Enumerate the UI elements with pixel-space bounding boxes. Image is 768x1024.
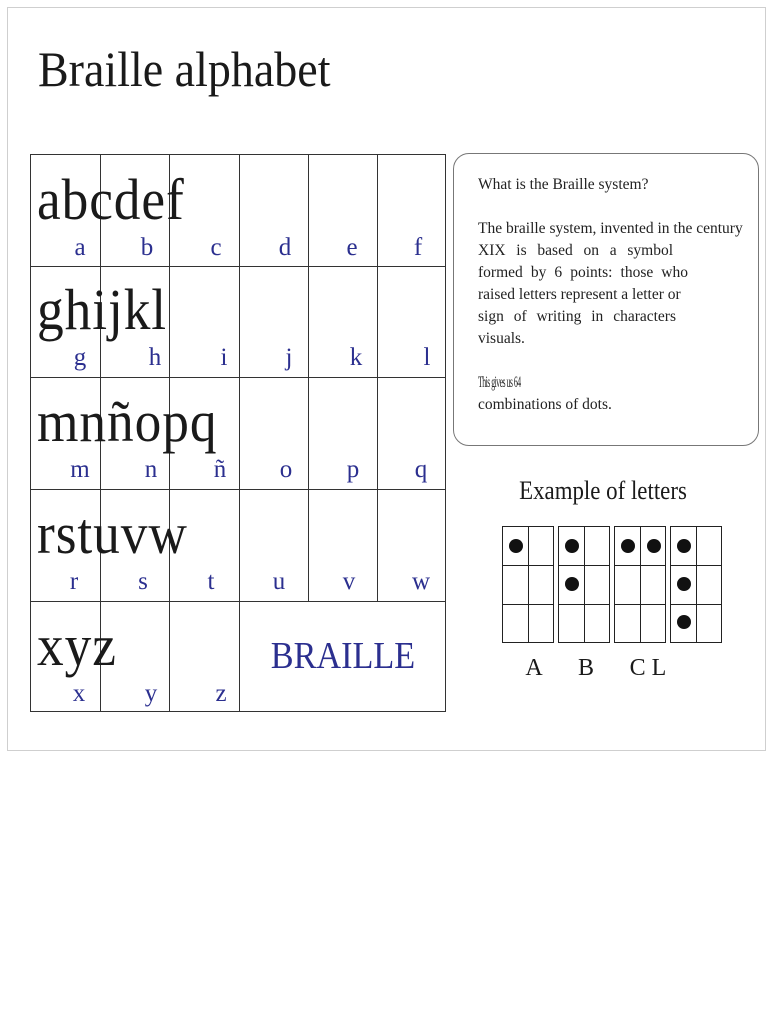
cell-label: k [349, 344, 363, 371]
page-title: Braille alphabet [38, 41, 331, 97]
cell-label: o [279, 456, 293, 483]
caption-cl: C L [629, 655, 667, 681]
cell-label: e [346, 234, 358, 261]
row-letters-xyz: xyz [37, 613, 117, 678]
grid-divider [31, 377, 445, 378]
cell-label: z [215, 680, 227, 707]
cell-label: d [278, 234, 292, 261]
info-line: raised letters represent a letter or [478, 286, 681, 303]
braille-dot [509, 539, 523, 553]
row-letters-rstuvw: rstuvw [37, 501, 188, 566]
cell-label: n [144, 456, 158, 483]
cell-label: r [69, 568, 79, 595]
cell-label: x [72, 680, 86, 707]
grid-divider [31, 601, 445, 602]
cell-label: h [148, 344, 162, 371]
info-question: What is the Braille system? [478, 176, 649, 193]
info-line: The braille system, invented in the century [478, 220, 743, 237]
cell-label: i [220, 344, 228, 371]
caption-b: B [577, 655, 594, 681]
grid-divider [308, 155, 309, 601]
info-line: combinations of dots. [478, 396, 612, 413]
cell-label: a [74, 234, 86, 261]
cell-label: j [285, 344, 293, 371]
cell-label: q [414, 456, 428, 483]
example-title: Example of letters [519, 476, 687, 505]
cell-label: w [411, 568, 431, 595]
braille-cell-b [558, 526, 610, 643]
info-overlap-line: This gives us 64 [478, 374, 521, 391]
cell-label: g [73, 344, 87, 371]
caption-a: A [525, 655, 543, 681]
info-line: formed by 6 points: those who [478, 264, 688, 281]
braille-cell-l [670, 526, 722, 643]
grid-divider [377, 155, 378, 601]
info-box [453, 153, 759, 446]
braille-cell-a [502, 526, 554, 643]
cell-label: l [423, 344, 431, 371]
info-line: visuals. [478, 330, 525, 347]
braille-word: BRAILLE [270, 635, 416, 677]
braille-dot [647, 539, 661, 553]
info-text [478, 174, 744, 416]
braille-dot [677, 577, 691, 591]
braille-dot [621, 539, 635, 553]
braille-dot [677, 615, 691, 629]
grid-divider [31, 266, 445, 267]
braille-cell-c [614, 526, 666, 643]
cell-label: p [346, 456, 360, 483]
cell-label: b [140, 234, 154, 261]
braille-dot [565, 577, 579, 591]
cell-label: s [138, 568, 148, 595]
cell-label: v [342, 568, 356, 595]
cell-label: u [272, 568, 286, 595]
cell-label: t [207, 568, 215, 595]
slide [7, 7, 766, 751]
info-line: sign of writing in characters [478, 308, 676, 325]
grid-divider [31, 489, 445, 490]
info-line: XIX is based on a symbol [478, 242, 673, 259]
cell-label: f [413, 234, 423, 261]
row-letters-abcdef: abcdef [37, 167, 185, 232]
alphabet-grid [30, 154, 446, 712]
cell-label: y [144, 680, 158, 707]
cell-label: m [70, 456, 90, 483]
row-letters-ghijkl: ghijkl [37, 277, 168, 342]
braille-dot [565, 539, 579, 553]
row-letters-mnnopq: mnñopq [37, 389, 218, 454]
cell-label: ñ [213, 456, 227, 483]
cell-label: c [210, 234, 222, 261]
braille-dot [677, 539, 691, 553]
